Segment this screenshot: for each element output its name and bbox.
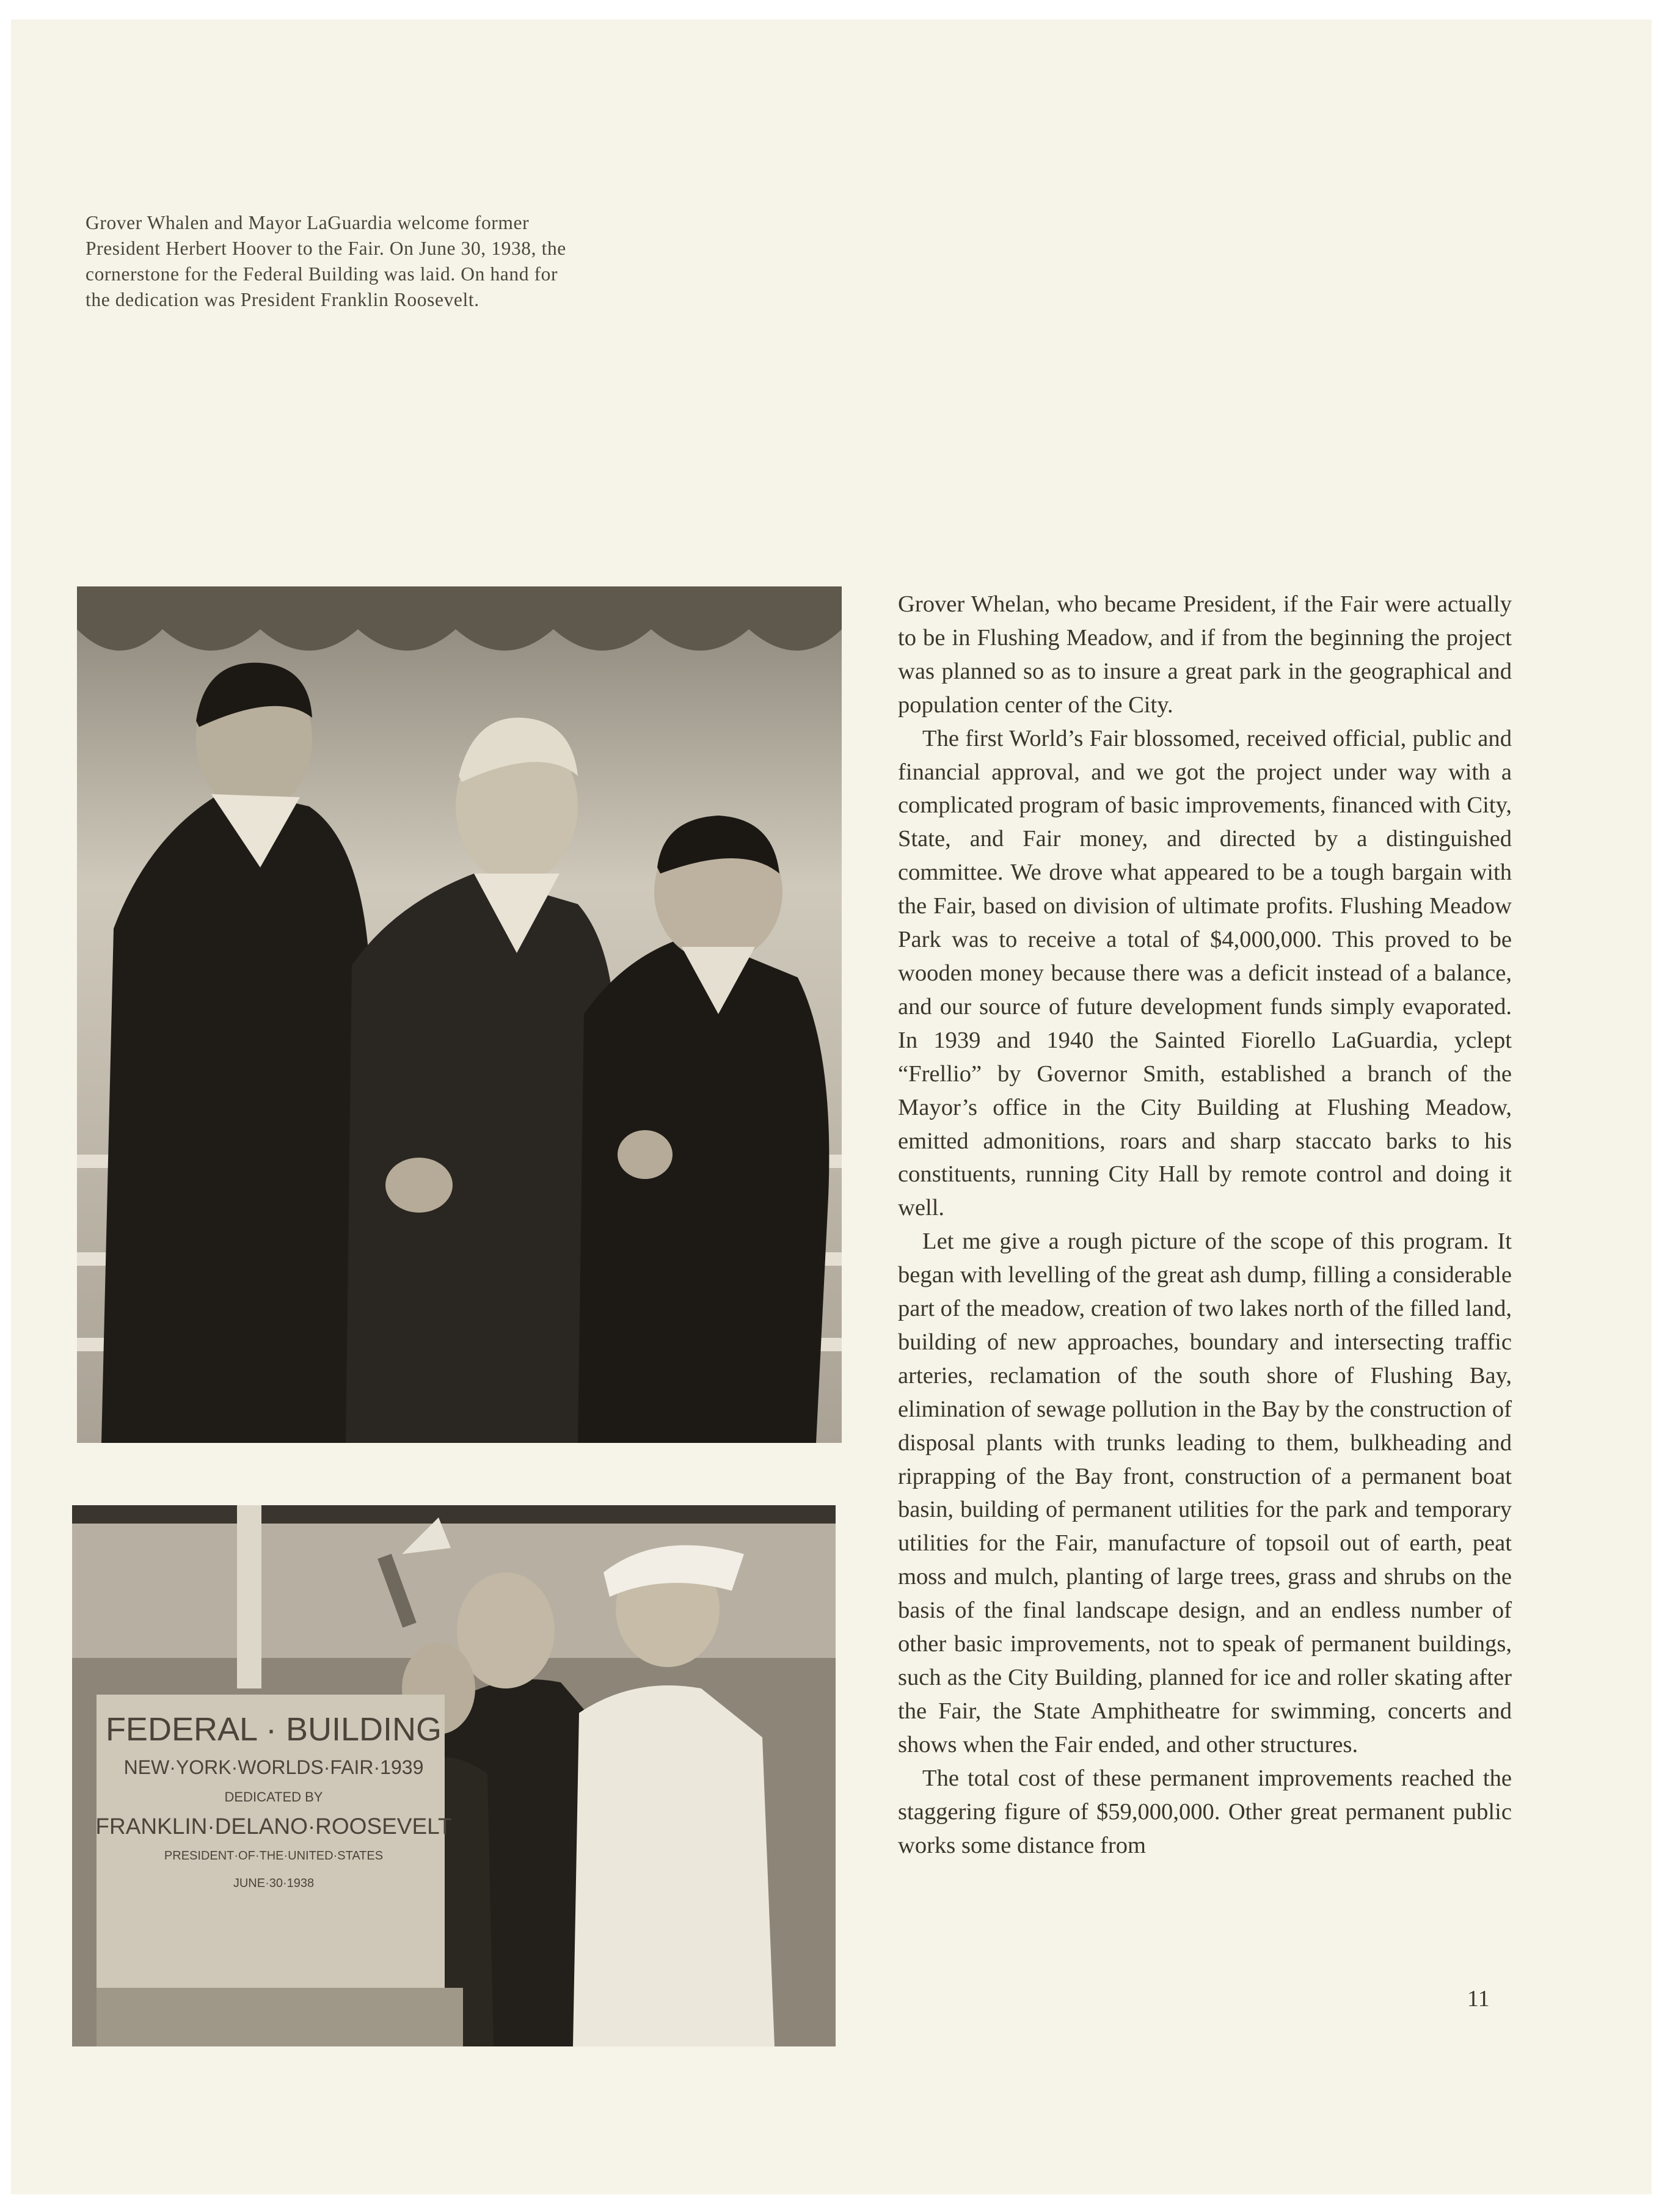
article-body xyxy=(898,588,1512,1862)
stone-line-2: NEW·YORK·WORLDS·FAIR·1939 xyxy=(123,1756,424,1778)
photo-hoover-whalen-laguardia xyxy=(77,586,842,1443)
paragraph: Grover Whelan, who became President, if the Fair were actually to be in Flushing Meadow, and if from the beginning the project was planned so as to insure a great park in the geographical and population center of the City. xyxy=(898,591,1512,718)
paragraph: Let me give a rough picture of the scope of this program. It began with levelling of the great ash dump, filling a considerable part of the meadow, creation of two lakes north of the filled land, building of new approaches, boundary and intersecting traffic arteries, reclamation of the south shore of Flushing Bay, elimination of sewage pollution in the Bay by the construction of disposal plants with trunks leading to them, bulkheading and riprapping of the Bay front, construction of a permanent boat basin, building of permanent utilities for the park and temporary utilities for the Fair, manufacture of topsoil out of earth, peat moss and mulch, planting of large trees, grass and shrubs on the basis of the final landscape design, and an endless number of other basic improvements, not to speak of permanent buildings, such as the City Building, planned for ice and roller skating after the Fair, the State Amphitheatre for swimming, concerts and shows when the Fair ended, and other structures. xyxy=(898,1228,1512,1758)
paragraph: The first World’s Fair blossomed, received official, public and financial approval, and we got the project under way with a complicated program of basic improvements, financed with City, State, and Fair money, and directed by a distinguished committee. We drove what appeared to be a tough bargain with the Fair, based on division of ultimate profits. Flushing Meadow Park was to receive a total of $4,000,000. This proved to be wooden money because there was a deficit instead of a balance, and our source of future development funds simply evaporated. In 1939 and 1940 the Sainted Fiorello LaGuardia, yclept “Frellio” by Governor Smith, established a branch of the Mayor’s office in the City Building at Flushing Meadow, emitted admonitions, roars and sharp staccato barks to his constituents, running City Hall by remote control and doing it well. xyxy=(898,725,1512,1221)
photo-cornerstone-dedication xyxy=(72,1505,836,2046)
stone-line-6: JUNE·30·1938 xyxy=(233,1877,315,1890)
stone-line-5: PRESIDENT·OF·THE·UNITED·STATES xyxy=(164,1849,384,1863)
stone-line-1: FEDERAL · BUILDING xyxy=(105,1711,442,1748)
photo-caption: Grover Whalen and Mayor LaGuardia welcome former President Herbert Hoover to the Fair. On June 30, 1938, the cornerstone for the Federal Building was laid. On hand for the dedication was President Franklin Roosevelt. xyxy=(86,212,566,310)
stone-line-4: FRANKLIN·DELANO·ROOSEVELT xyxy=(95,1814,452,1839)
page-number: 11 xyxy=(1467,1986,1490,2012)
stone-line-3: DEDICATED BY xyxy=(224,1789,323,1805)
document-page xyxy=(11,20,1652,2194)
paragraph: The total cost of these permanent improvements reached the staggering figure of $59,000,000. Other great permanent public works some distance from xyxy=(898,1765,1512,1858)
photo-image xyxy=(77,586,842,1443)
photo-image xyxy=(72,1505,836,2046)
